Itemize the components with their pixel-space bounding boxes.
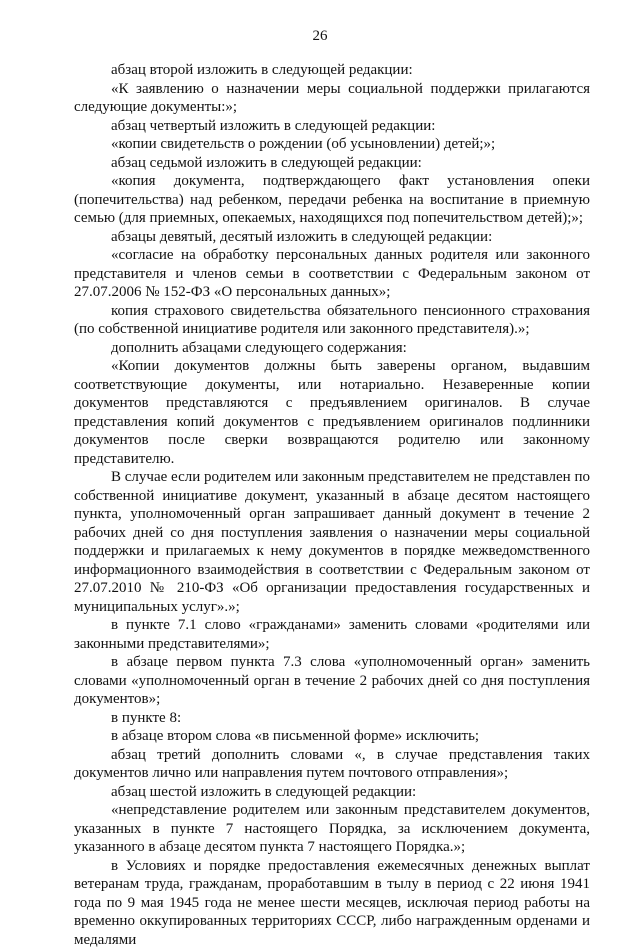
paragraph-1: абзац второй изложить в следующей редакции: [74,61,590,80]
paragraph-18: абзац шестой изложить в следующей редакции: [74,783,590,802]
paragraph-15: в пункте 8: [74,709,590,728]
paragraph-14: в абзаце первом пункта 7.3 слова «уполномоченный орган» заменить словами «уполномоченный орган в течение 2 рабочих дней со дня поступления документов»; [74,653,590,709]
paragraph-6: «копия документа, подтверждающего факт установления опеки (попечительства) над ребенком, передачи ребенка на воспитание в приемную семью (для приемных, опекаемых, находящихся под попечительством детей);»; [74,172,590,228]
paragraph-4: «копии свидетельств о рождении (об усыновлении) детей;»; [74,135,590,154]
paragraph-12: В случае если родителем или законным представителем не представлен по собственной инициативе документ, указанный в абзаце десятом настоящего пункта, уполномоченный орган запрашивает данный документ в течение 2 рабочих дней со дня поступления заявления о назначении меры социальной поддержки и прилагаемых к нему документов в порядке межведомственного информационного взаимодействия в соответствии с Федеральным законом от 27.07.2010 № 210-ФЗ «Об организации предоставления государственных и муниципальных услуг».»; [74,468,590,616]
document-body [74,61,590,949]
paragraph-2: «К заявлению о назначении меры социальной поддержки прилагаются следующие документы:»; [74,80,590,117]
paragraph-20: в Условиях и порядке предоставления ежемесячных денежных выплат ветеранам труда, гражданам, проработавшим в тылу в период с 22 июня 1941 года по 9 мая 1945 года не менее шести месяцев, исключая период работы на временно оккупированных территориях СССР, либо награжденным орденами и медалями [74,857,590,949]
paragraph-8: «согласие на обработку персональных данных родителя или законного представителя и членов семьи в соответствии с Федеральным законом от 27.07.2006 № 152-ФЗ «О персональных данных»; [74,246,590,302]
paragraph-10: дополнить абзацами следующего содержания: [74,339,590,358]
paragraph-13: в пункте 7.1 слово «гражданами» заменить словами «родителями или законными представителями»; [74,616,590,653]
paragraph-16: в абзаце втором слова «в письменной форме» исключить; [74,727,590,746]
paragraph-11: «Копии документов должны быть заверены органом, выдавшим соответствующие документы, или нотариально. Незаверенные копии документов представляются с предъявлением оригиналов. В случае представления копий документов с предъявлением оригиналов подлинники документов после сверки возвращаются родителю или законному представителю. [74,357,590,468]
paragraph-3: абзац четвертый изложить в следующей редакции: [74,117,590,136]
paragraph-7: абзацы девятый, десятый изложить в следующей редакции: [74,228,590,247]
paragraph-5: абзац седьмой изложить в следующей редакции: [74,154,590,173]
paragraph-17: абзац третий дополнить словами «, в случае представления таких документов лично или направления путем почтового отправления»; [74,746,590,783]
paragraph-9: копия страхового свидетельства обязательного пенсионного страхования (по собственной инициативе родителя или законного представителя).»; [74,302,590,339]
paragraph-19: «непредставление родителем или законным представителем документов, указанных в пункте 7 настоящего Порядка, за исключением документа, указанного в абзаце десятом пункта 7 настоящего Порядка.»; [74,801,590,857]
page-number: 26 [0,28,640,45]
